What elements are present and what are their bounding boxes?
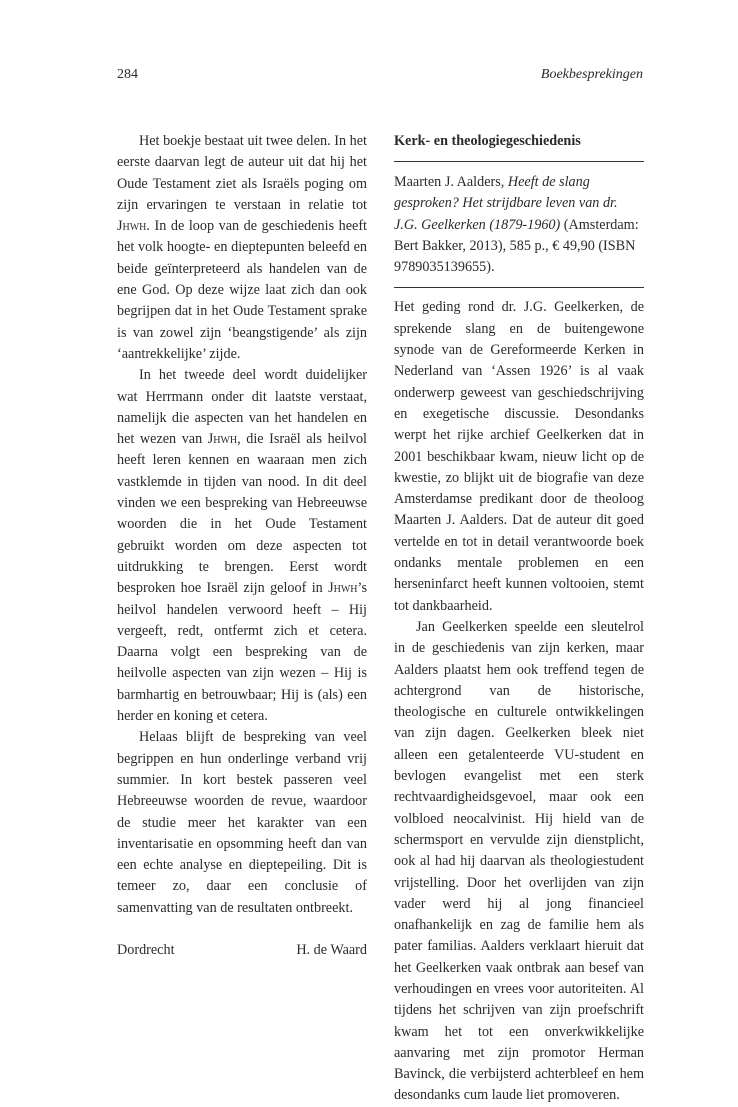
paragraph-critique: Helaas blijft de bespreking van veel begrippen en hun onderlinge verband vrij summier. In kort bestek passeren veel Hebreeuwse woorden de revue, waardoor de studie meer het karakter van een inventarisatie en opsomming heeft dan van een echte analyse en dieptepeiling. Dit is temeer zo, daar een conclusie of samenvatting van de resultaten ontbreekt. xyxy=(117,729,367,916)
review-paragraph-2: Jan Geelkerken speelde een sleutelrol in de geschiedenis van zijn kerken, maar Aalders plaatst hem ook treffend tegen de achtergrond van de historische, theologische en culturele ontwikkelingen van zijn dagen. Geelkerken bleek niet alleen een getalenteerde VU-student en bevlogen evangelist met een sterk rechtvaardigheidsgevoel, maar ook een volbloed neocalvinist. Hij hield van de schermsport en vervulde zijn dienstplicht, ook al had hij daarvan als theologiestudent vrijstelling. Door het overlijden van zijn vader werd hij al jong financieel onafhankelijk en zag de familie hem als pater familias. Aalders verklaart hieruit dat het Geelkerken vaak ontbrak aan besef van verhoudingen en vrees voor autoriteiten. Al tijdens het schrijven van zijn proefschrift kwam het tot een onverkwikkelijke aanvaring met zijn promotor Herman Bavinck, die verbijsterd achterbleef en hem desondanks cum laude liet promoveren. xyxy=(394,618,644,1104)
right-column xyxy=(394,131,644,1107)
text-run: . In de loop van de geschiedenis heeft het volk hoogte- en dieptepunten beleefd en beide geïnterpreteerd als handelen van de ene God. Op deze wijze laat zich dan ook begrijpen dat in het Oude Testament sprake is van zowel zijn ‘beangstigende’ als zijn ‘aantrekkelijke’ zijde. xyxy=(117,218,367,362)
divine-name: Jhwh xyxy=(328,580,358,597)
rule-top xyxy=(394,161,644,162)
text-run: ’s heilvol handelen verwoord heeft – Hij vergeeft, redt, ontfermt zich et cetera. Daarna volgt een bespreking van de heilvolle aspecten van zijn wezen – Hij is barmhartig en betrouwbaar; Hij is (als) een herder en koning et cetera. xyxy=(117,580,367,725)
book-citation xyxy=(394,172,644,278)
paragraph-intro xyxy=(117,131,367,365)
section-title: Kerk- en theologiegeschiedenis xyxy=(394,133,581,149)
review-paragraph-1: Het geding rond dr. J.G. Geelkerken, de sprekende slang en de buitengewone synode van de Gereformeerde Kerken in Nederland van ‘Assen 1926’ is al vaak onderwerp geweest van geschiedschrijving en exegetische discussie. Desondanks werpt het rijke archief Geelkerken dat in 2001 beschikbaar kwam, nieuw licht op de kwestie, zo blijkt uit de biografie van deze Amsterdamse predikant door de theoloog Maarten J. Aalders. Dat de auteur dit goed vertelde en tot in detail verantwoorde boek ondanks mentale problemen en een herseninfarct heeft kunnen voltooien, stemt tot dankbaarheid. xyxy=(394,299,644,614)
signature-name: H. de Waard xyxy=(296,941,367,958)
rule-bottom xyxy=(394,287,644,288)
text-run: Het boekje bestaat uit twee delen. In het eerste daarvan legt de auteur uit dat hij het Oude Testament ziet als Israëls poging om zijn ervaringen te verstaan in relatie tot xyxy=(117,133,367,213)
divine-name: Jhwh xyxy=(117,218,147,235)
text-run: , die Israël als heilvol heeft leren kennen en waaraan men zich vastklemde in tijden van nood. In dit deel vinden we een bespreking van Hebreeuwse woorden die in het Oude Testament gebruikt worden om deze aspecten tot uitdrukking te brengen. Eerst wordt besproken hoe Israël zijn geloof in xyxy=(117,431,367,597)
text-run: In het tweede deel wordt duidelijker wat Herrmann onder dit laatste verstaat, namelijk die aspecten van het handelen en het wezen van xyxy=(117,367,367,448)
review-signature xyxy=(117,940,367,961)
book-title: Heeft de slang gesproken? Het strijdbare leven van dr. J.G. Geelkerken (1879-1960) xyxy=(394,174,618,233)
book-author: Maarten J. Aalders, xyxy=(394,174,508,190)
page-number: 284 xyxy=(117,67,138,82)
book-details: (Amsterdam: Bert Bakker, 2013), 585 p., € 49,90 (ISBN 9789035139655). xyxy=(394,216,639,276)
left-column xyxy=(117,131,367,961)
signature-place: Dordrecht xyxy=(117,941,175,958)
running-header: Boekbesprekingen xyxy=(540,67,643,82)
paragraph-second-part xyxy=(117,365,367,727)
divine-name: Jhwh xyxy=(207,431,238,448)
